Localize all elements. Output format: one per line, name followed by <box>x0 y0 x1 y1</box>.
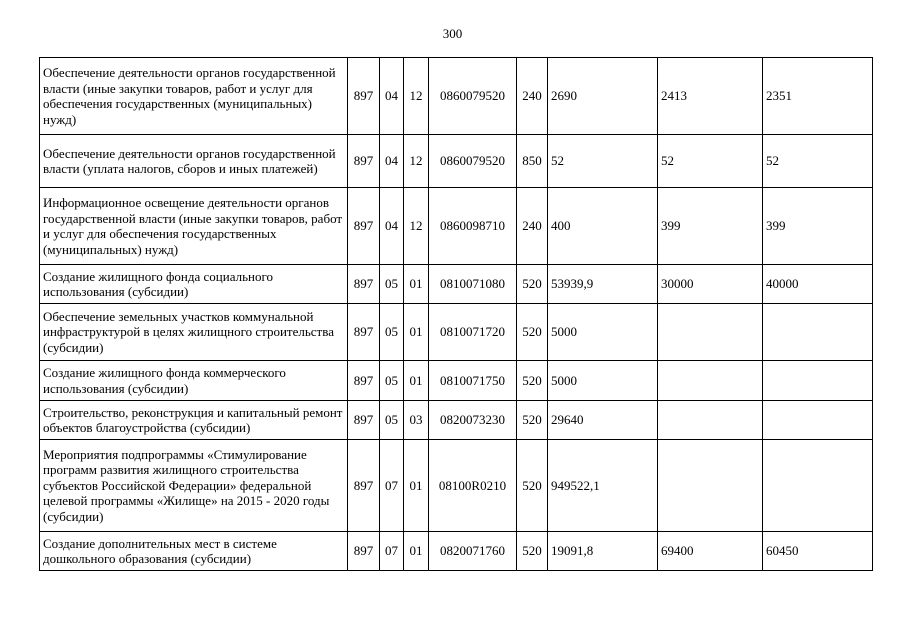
target-article-cell: 08100R0210 <box>429 440 517 532</box>
amount-year3-cell: 2351 <box>763 58 873 135</box>
expense-type-cell: 850 <box>517 135 548 188</box>
section-cell: 05 <box>380 401 404 440</box>
amount-year1-cell: 5000 <box>548 361 658 401</box>
target-article-cell: 0860079520 <box>429 58 517 135</box>
table-row <box>40 361 873 401</box>
grbs-cell: 897 <box>348 265 380 304</box>
amount-year3-cell <box>763 304 873 361</box>
subsection-cell: 01 <box>404 440 429 532</box>
row-name-cell: Мероприятия подпрограммы «Стимулирование программ развития жилищного строительства субъектов Российской Федерации» федеральной целевой программы «Жилище» на 2015 - 2020 годы (субсидии) <box>40 440 348 532</box>
amount-year2-cell <box>658 401 763 440</box>
section-cell: 05 <box>380 361 404 401</box>
section-cell: 04 <box>380 58 404 135</box>
section-cell: 05 <box>380 304 404 361</box>
amount-year1-cell: 29640 <box>548 401 658 440</box>
grbs-cell: 897 <box>348 58 380 135</box>
amount-year1-cell: 5000 <box>548 304 658 361</box>
row-name-cell: Информационное освещение деятельности органов государственной власти (иные закупки товаров, работ и услуг для обеспечения государственных (муниципальных) нужд) <box>40 188 348 265</box>
section-cell: 07 <box>380 440 404 532</box>
amount-year1-cell: 52 <box>548 135 658 188</box>
table-row <box>40 188 873 265</box>
target-article-cell: 0860079520 <box>429 135 517 188</box>
grbs-cell: 897 <box>348 532 380 571</box>
subsection-cell: 01 <box>404 361 429 401</box>
expense-type-cell: 520 <box>517 440 548 532</box>
amount-year1-cell: 19091,8 <box>548 532 658 571</box>
table-row <box>40 135 873 188</box>
target-article-cell: 0820073230 <box>429 401 517 440</box>
grbs-cell: 897 <box>348 304 380 361</box>
table-row <box>40 440 873 532</box>
amount-year3-cell: 60450 <box>763 532 873 571</box>
subsection-cell: 12 <box>404 135 429 188</box>
expense-type-cell: 520 <box>517 304 548 361</box>
expense-type-cell: 240 <box>517 188 548 265</box>
subsection-cell: 01 <box>404 265 429 304</box>
amount-year2-cell <box>658 361 763 401</box>
section-cell: 04 <box>380 135 404 188</box>
subsection-cell: 01 <box>404 532 429 571</box>
subsection-cell: 12 <box>404 188 429 265</box>
amount-year2-cell <box>658 304 763 361</box>
expense-type-cell: 520 <box>517 532 548 571</box>
amount-year2-cell: 30000 <box>658 265 763 304</box>
amount-year1-cell: 949522,1 <box>548 440 658 532</box>
amount-year3-cell <box>763 440 873 532</box>
section-cell: 04 <box>380 188 404 265</box>
table-row <box>40 304 873 361</box>
expense-type-cell: 520 <box>517 361 548 401</box>
subsection-cell: 12 <box>404 58 429 135</box>
budget-table <box>39 57 873 571</box>
target-article-cell: 0820071760 <box>429 532 517 571</box>
row-name-cell: Строительство, реконструкция и капитальный ремонт объектов благоустройства (субсидии) <box>40 401 348 440</box>
amount-year1-cell: 2690 <box>548 58 658 135</box>
target-article-cell: 0810071720 <box>429 304 517 361</box>
target-article-cell: 0810071750 <box>429 361 517 401</box>
table-row <box>40 532 873 571</box>
row-name-cell: Создание жилищного фонда коммерческого использования (субсидии) <box>40 361 348 401</box>
amount-year3-cell: 399 <box>763 188 873 265</box>
row-name-cell: Создание жилищного фонда социального использования (субсидии) <box>40 265 348 304</box>
row-name-cell: Обеспечение деятельности органов государственной власти (уплата налогов, сборов и иных платежей) <box>40 135 348 188</box>
section-cell: 05 <box>380 265 404 304</box>
page-number: 300 <box>442 26 463 41</box>
grbs-cell: 897 <box>348 401 380 440</box>
subsection-cell: 01 <box>404 304 429 361</box>
amount-year2-cell: 399 <box>658 188 763 265</box>
row-name-cell: Создание дополнительных мест в системе дошкольного образования (субсидии) <box>40 532 348 571</box>
table-row <box>40 401 873 440</box>
amount-year2-cell <box>658 440 763 532</box>
amount-year2-cell: 52 <box>658 135 763 188</box>
grbs-cell: 897 <box>348 361 380 401</box>
row-name-cell: Обеспечение деятельности органов государственной власти (иные закупки товаров, работ и услуг для обеспечения государственных (муниципальных) нужд) <box>40 58 348 135</box>
expense-type-cell: 520 <box>517 265 548 304</box>
expense-type-cell: 240 <box>517 58 548 135</box>
amount-year3-cell: 40000 <box>763 265 873 304</box>
grbs-cell: 897 <box>348 440 380 532</box>
section-cell: 07 <box>380 532 404 571</box>
table-row <box>40 265 873 304</box>
table-row <box>40 58 873 135</box>
amount-year1-cell: 400 <box>548 188 658 265</box>
target-article-cell: 0810071080 <box>429 265 517 304</box>
amount-year3-cell: 52 <box>763 135 873 188</box>
expense-type-cell: 520 <box>517 401 548 440</box>
amount-year1-cell: 53939,9 <box>548 265 658 304</box>
amount-year3-cell <box>763 361 873 401</box>
grbs-cell: 897 <box>348 188 380 265</box>
target-article-cell: 0860098710 <box>429 188 517 265</box>
row-name-cell: Обеспечение земельных участков коммунальной инфраструктурой в целях жилищного строительства (субсидии) <box>40 304 348 361</box>
subsection-cell: 03 <box>404 401 429 440</box>
amount-year2-cell: 69400 <box>658 532 763 571</box>
amount-year3-cell <box>763 401 873 440</box>
amount-year2-cell: 2413 <box>658 58 763 135</box>
grbs-cell: 897 <box>348 135 380 188</box>
